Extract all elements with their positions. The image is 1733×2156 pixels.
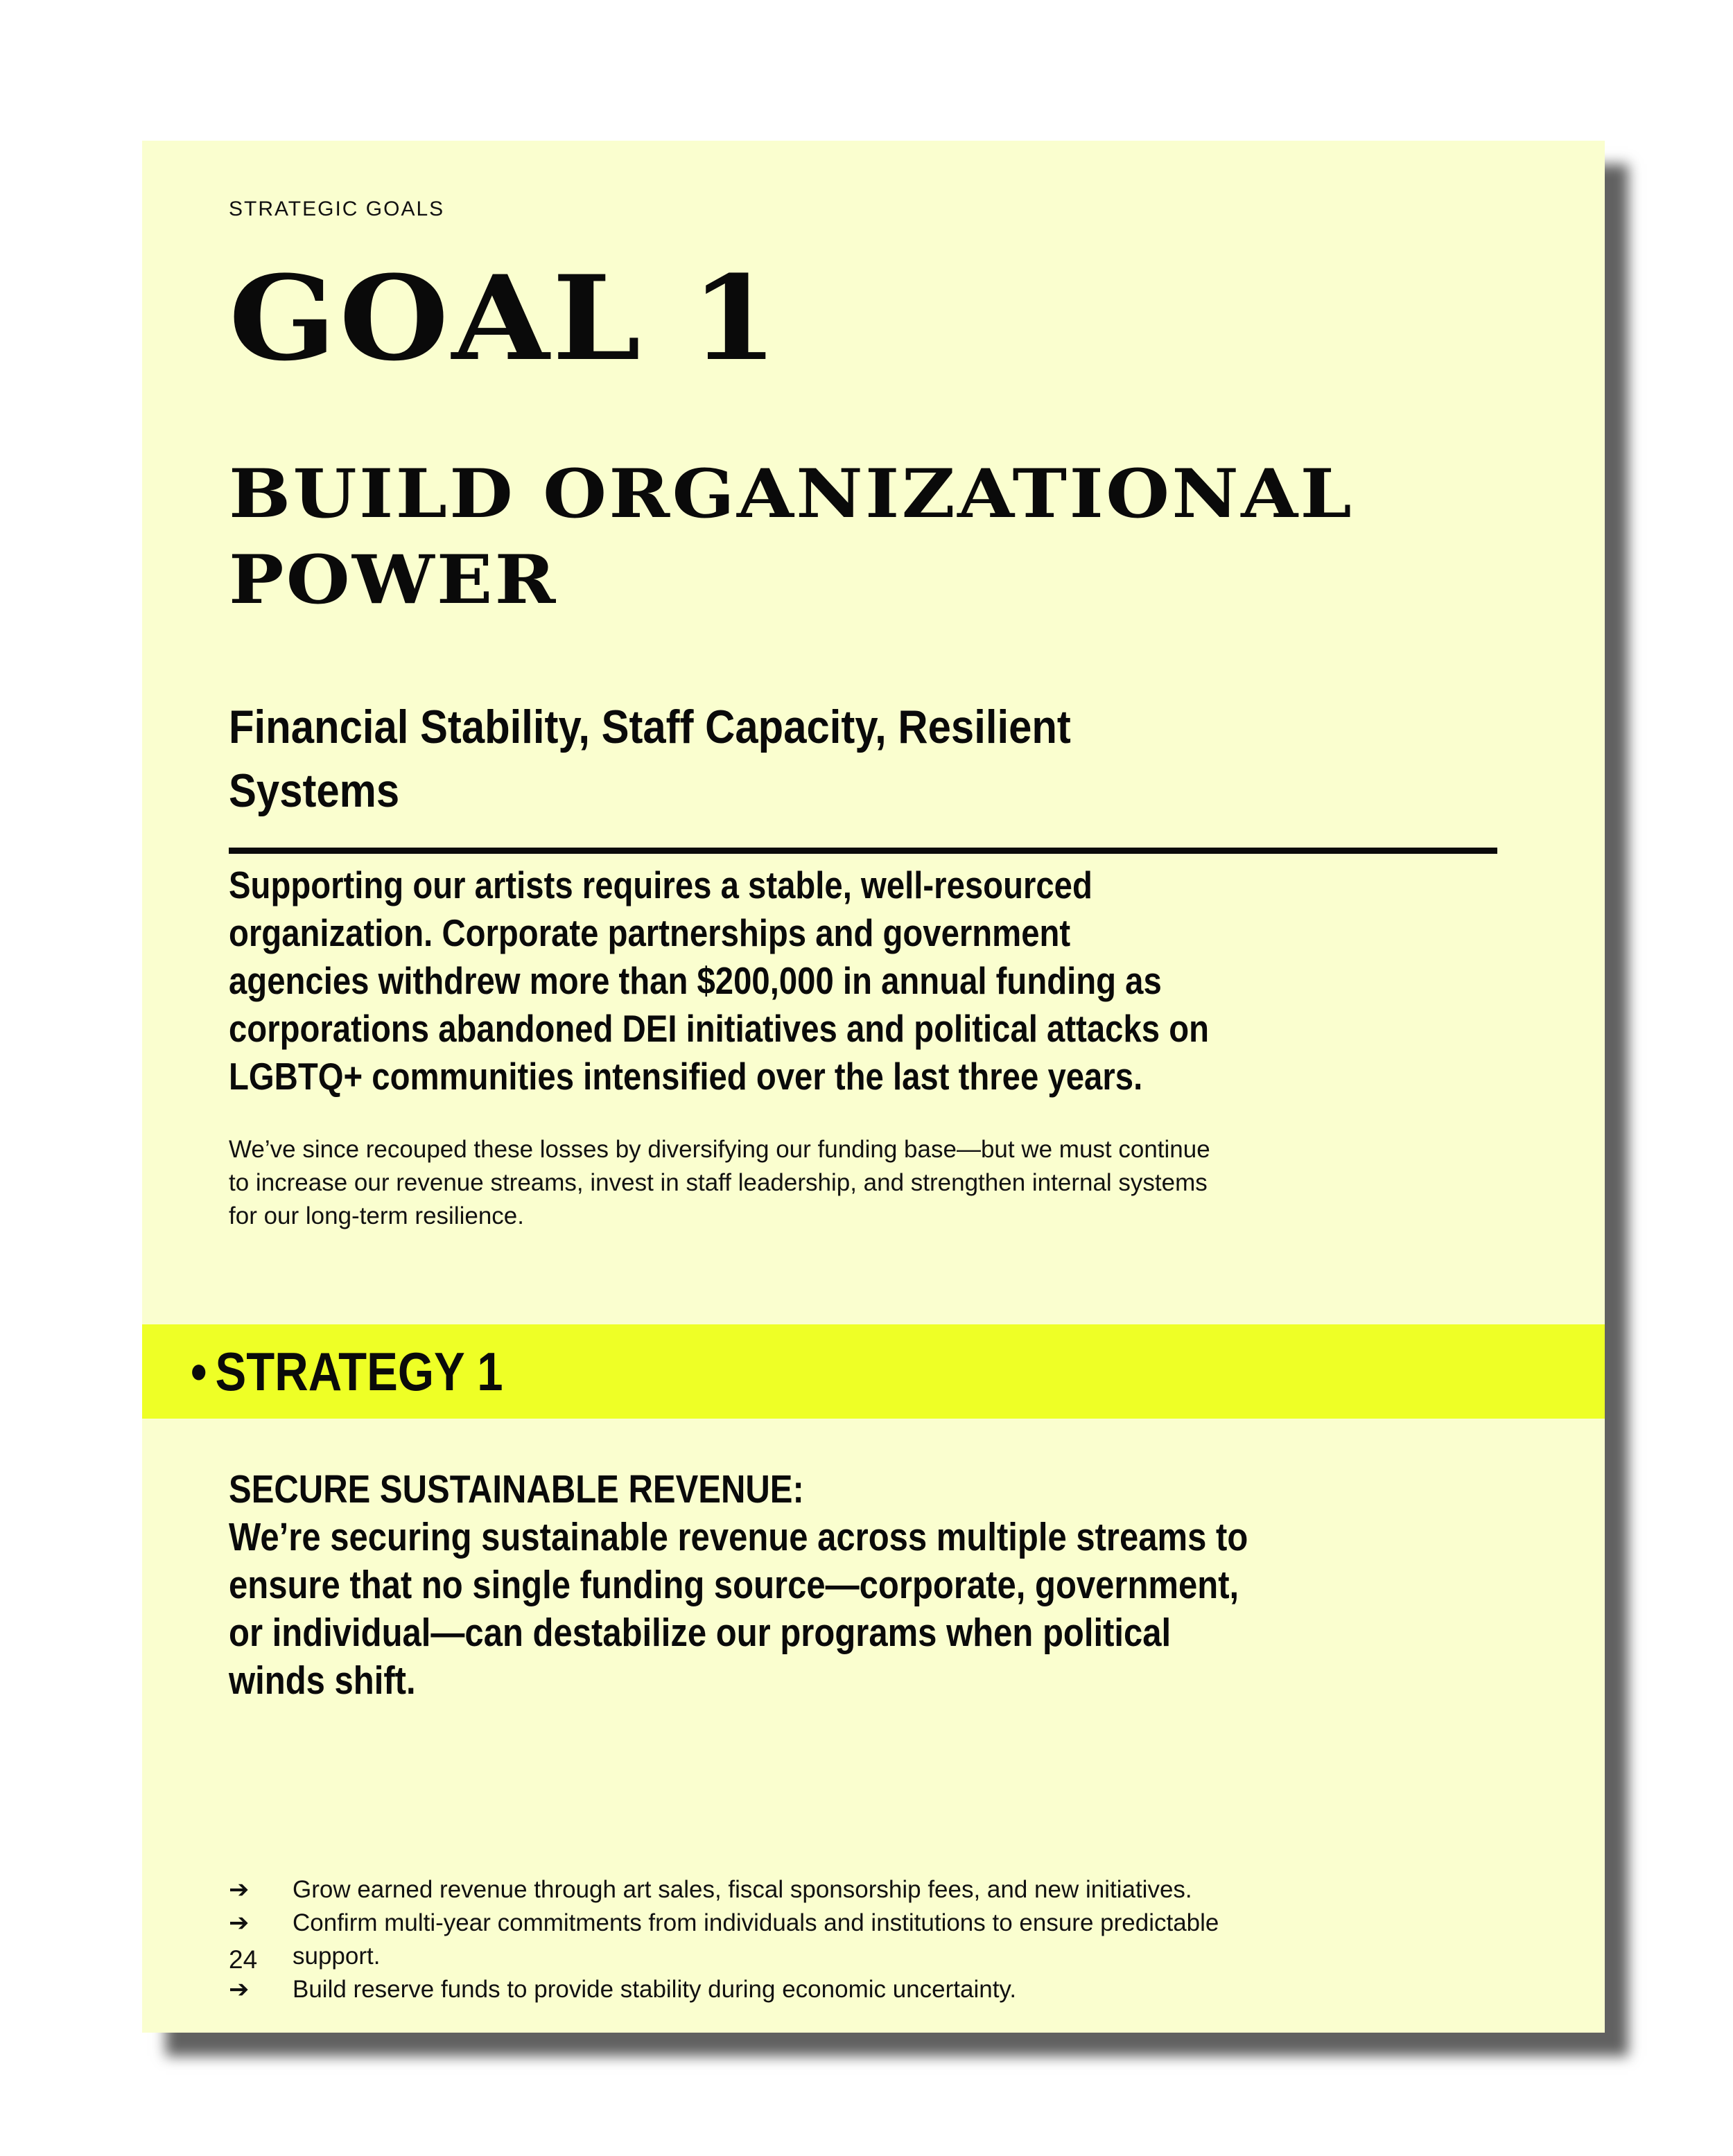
list-item: [229, 1873, 1282, 1907]
goal-subtitle: Financial Stability, Staff Capacity, Resilient Systems: [229, 701, 1071, 817]
list-item-text: Confirm multi-year commitments from individuals and institutions to ensure predictable support.: [293, 1909, 1219, 1970]
divider-rule: [229, 848, 1497, 854]
strategy-label: [191, 1335, 503, 1408]
bullet-dot-icon: •: [191, 1341, 207, 1402]
list-item-text: Build reserve funds to provide stability during economic uncertainty.: [293, 1976, 1017, 2003]
body-paragraph: We’ve since recouped these losses by diversifying our funding base—but we must continue to increase our revenue streams, invest in staff leadership, and strengthen internal systems for our long-term resilience.: [229, 1136, 1210, 1229]
list-item: [229, 1907, 1282, 1973]
list-item-text: Grow earned revenue through art sales, fiscal sponsorship fees, and new initiatives.: [293, 1876, 1192, 1903]
page-number: 24: [229, 1945, 258, 1974]
goal-heading: BUILD ORGANIZATIONAL POWER: [229, 455, 1355, 619]
arrow-right-icon: ➔: [229, 1909, 250, 1936]
arrow-right-icon: ➔: [229, 1876, 250, 1903]
section-eyebrow: STRATEGIC GOALS: [229, 198, 445, 220]
goal-title: GOAL 1: [229, 249, 781, 387]
strategy-heading-body: We’re securing sustainable revenue across multiple streams to ensure that no single funding source—corporate, government, or individual—can destabilize our programs when political winds shift.: [229, 1515, 1248, 1703]
strategy-label-text: STRATEGY 1: [215, 1341, 503, 1402]
strategy-action-list: [229, 1873, 1282, 2006]
strategy-heading: [229, 1466, 1254, 1705]
list-item: [229, 1973, 1282, 2006]
arrow-right-icon: ➔: [229, 1976, 250, 2003]
strategy-heading-title: SECURE SUSTAINABLE REVENUE:: [229, 1467, 804, 1511]
lead-paragraph: Supporting our artists requires a stable, well-resourced organization. Corporate partnerships and government agencies withdrew more than $200,000 in annual funding as corporations abandoned DEI initiatives and political attacks on LGBTQ+ communities intensified over the last three years.: [229, 864, 1210, 1098]
document-page: [142, 141, 1605, 2033]
